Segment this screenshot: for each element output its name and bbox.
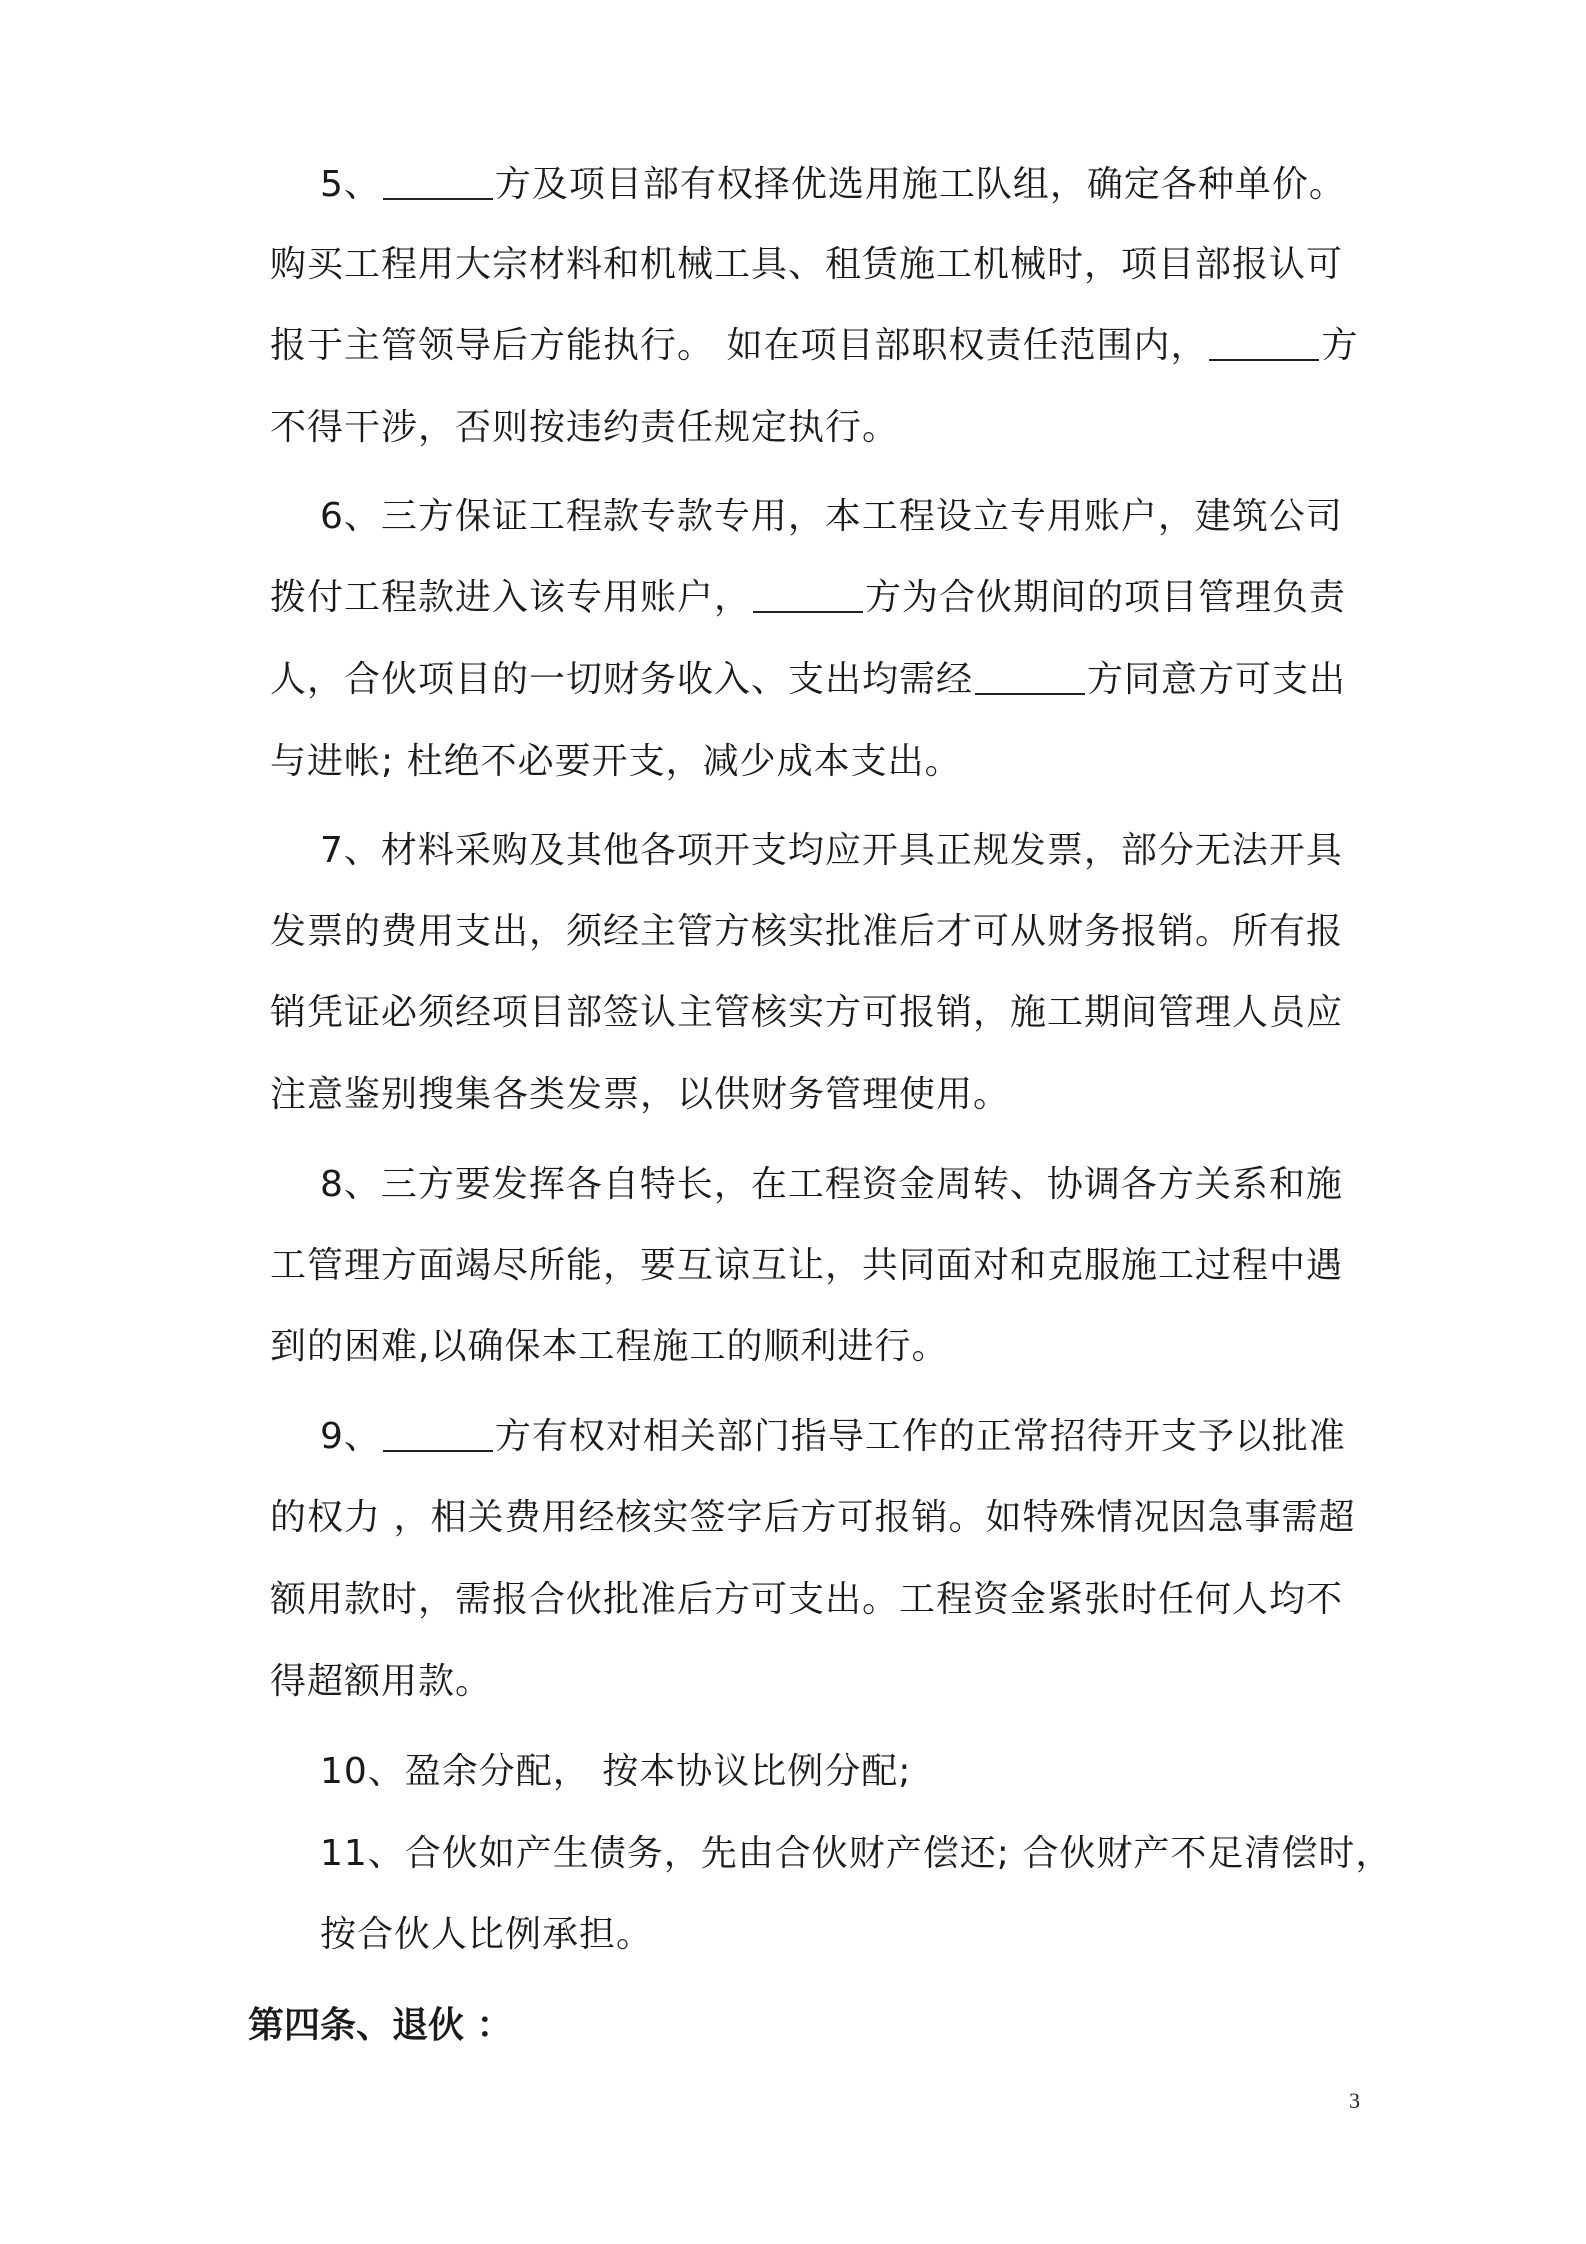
clause-5-line-1: 5、 方及项目部有权择优选用施工队组，确定各种单价。 [320,164,1346,205]
clause-9-line-3: 额用款时，需报合伙批准后方可支出。工程资金紧张时任何人均不 [270,1579,1344,1620]
clause-8-line-1: 8、三方要发挥各自特长，在工程资金周转、协调各方关系和施 [320,1164,1343,1205]
article-4-heading: 第四条、退伙 ： [248,2005,513,2046]
clause-6-line-3: 人，合伙项目的一切财务收入、支出均需经 方同意方可支出 [270,659,1347,700]
clause-7-line-4: 注意鉴别搜集各类发票，以供财务管理使用。 [270,1074,1011,1115]
fill-blank[interactable] [383,1420,493,1452]
clause-7-line-2: 发票的费用支出，须经主管方核实批准后才可从财务报销。所有报 [270,911,1344,952]
clause-8-line-2: 工管理方面竭尽所能，要互谅互让，共同面对和克服施工过程中遇 [270,1245,1344,1286]
clause-9-line-4: 得超额用款。 [270,1661,493,1702]
clause-5-line-4: 不得干涉，否则按违约责任规定执行。 [270,407,900,448]
clause-7-line-1: 7、材料采购及其他各项开支均应开具正规发票，部分无法开具 [320,830,1343,871]
clause-8-line-3: 到的困难,以确保本工程施工的顺利进行。 [270,1326,949,1367]
clause-9-line-1: 9、 方有权对相关部门指导工作的正常招待开支予以批准 [320,1416,1346,1457]
clause-7-line-3: 销凭证必须经项目部签认主管核实方可报销，施工期间管理人员应 [270,992,1344,1033]
clause-10-line-1: 10、盈余分配， 按本协议比例分配; [320,1751,912,1792]
fill-blank[interactable] [975,663,1085,695]
clause-6-line-1: 6、三方保证工程款专款专用，本工程设立专用账户，建筑公司 [320,496,1343,537]
clause-11-line-2: 按合伙人比例承担。 [320,1914,654,1955]
clause-6-line-2: 拨付工程款进入该专用账户， 方为合伙期间的项目管理负责 [270,577,1347,618]
fill-blank[interactable] [1209,329,1319,361]
clause-6-line-4: 与进帐; 杜绝不必要开支，减少成本支出。 [270,741,962,782]
clause-5-line-3: 报于主管领导后方能执行。 如在项目部职权责任范围内， 方 [270,325,1359,366]
clause-5-line-2: 购买工程用大宗材料和机械工具、租赁施工机械时，项目部报认可 [270,244,1344,285]
clause-11-line-1: 11、合伙如产生债务，先由合伙财产偿还; 合伙财产不足清偿时， [320,1833,1393,1874]
clause-9-line-2: 的权力 ，相关费用经核实签字后方可报销。如特殊情况因急事需超 [270,1497,1356,1538]
fill-blank[interactable] [383,168,493,200]
page-number: 3 [1349,2088,1360,2113]
fill-blank[interactable] [753,581,863,613]
